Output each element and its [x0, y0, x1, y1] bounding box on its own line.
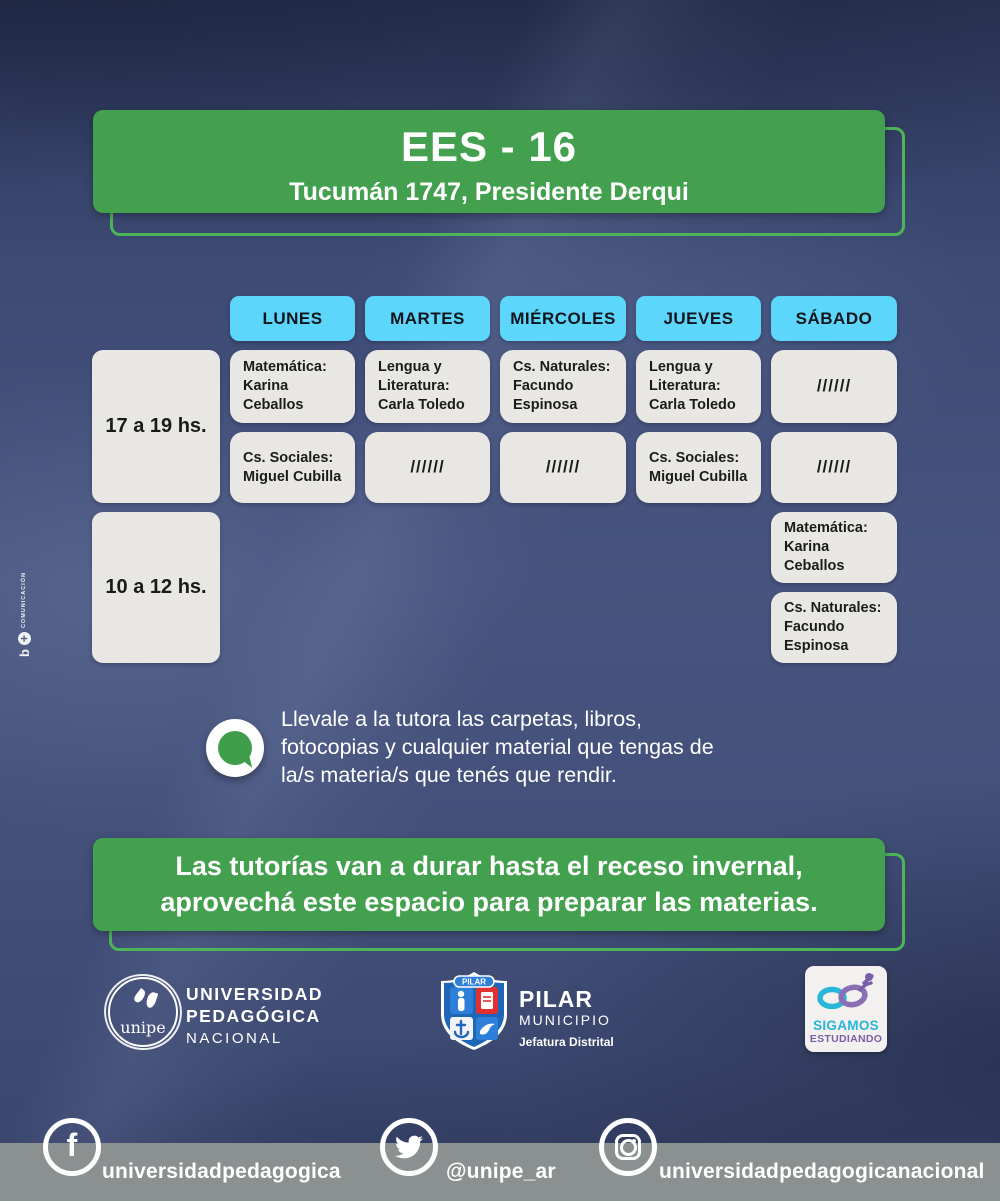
- twitter-handle: @unipe_ar: [446, 1160, 556, 1183]
- pilar-wordmark: [519, 987, 614, 1049]
- note-icon-badge: [206, 719, 264, 777]
- day-header-lunes: LUNES: [230, 296, 355, 341]
- watermark-logo-letter: b: [16, 649, 32, 657]
- unipe-line3: NACIONAL: [186, 1029, 283, 1047]
- pilar-municipio: MUNICIPIO: [519, 1012, 611, 1029]
- pilar-name: PILAR: [519, 986, 593, 1012]
- unipe-leaf-icon: [145, 991, 159, 1009]
- facebook-f-glyph: f: [66, 1127, 78, 1163]
- twitter-bird-glyph: [395, 1133, 423, 1161]
- pilar-shield-logo: [437, 969, 511, 1058]
- cell-sabado-1719-a: //////: [771, 350, 897, 423]
- schedule-table: [92, 296, 897, 663]
- speech-bubble-icon: [218, 731, 252, 765]
- cell-jueves-1719-a: Lengua y Literatura: Carla Toledo: [636, 350, 761, 423]
- cell-martes-1719-b: //////: [365, 432, 490, 503]
- header-box: [93, 110, 885, 213]
- time-slot-17-19: 17 a 19 hs.: [92, 350, 220, 503]
- instagram-icon: [599, 1118, 657, 1176]
- day-header-miercoles: MIÉRCOLES: [500, 296, 626, 341]
- cell-lunes-1719-b: Cs. Sociales: Miguel Cubilla: [230, 432, 355, 503]
- cell-lunes-1719-a: Matemática: Karina Ceballos: [230, 350, 355, 423]
- unipe-logo-word: unipe: [120, 1018, 166, 1037]
- watermark-label: COMUNICACIÓN: [21, 572, 27, 629]
- unipe-line1: UNIVERSIDAD: [186, 984, 324, 1004]
- note-text: Llevale a la tutora las carpetas, libros, fotocopias y cualquier material que tengas de la/s materia/s que tenés que rendir.: [281, 707, 714, 787]
- sigamos-estudiando-logo: [805, 966, 887, 1052]
- instagram-camera-glyph: [615, 1134, 641, 1160]
- pilar-shield-icon: [437, 969, 511, 1053]
- unipe-logo: [108, 977, 178, 1047]
- day-header-jueves: JUEVES: [636, 296, 761, 341]
- facebook-handle: universidadpedagogica: [102, 1160, 341, 1183]
- school-address: Tucumán 1747, Presidente Derqui: [289, 178, 689, 206]
- watermark-logo-icon: ✛: [18, 632, 31, 645]
- time-slot-10-12: 10 a 12 hs.: [92, 512, 220, 663]
- unipe-leaf-icon: [133, 988, 148, 1004]
- day-header-martes: MARTES: [365, 296, 490, 341]
- cell-miercoles-1719-b: //////: [500, 432, 626, 503]
- instagram-dot: [632, 1139, 636, 1143]
- unipe-line2: PEDAGÓGICA: [186, 1005, 321, 1026]
- sigamos-line2: ESTUDIANDO: [809, 1033, 883, 1045]
- side-watermark: [13, 565, 35, 657]
- cell-martes-1719-a: Lengua y Literatura: Carla Toledo: [365, 350, 490, 423]
- sigamos-line1: SIGAMOS: [813, 1018, 879, 1033]
- pilar-jefatura: Jefatura Distrital: [519, 1034, 614, 1049]
- cell-miercoles-1719-a: Cs. Naturales: Facundo Espinosa: [500, 350, 626, 423]
- banner-text: Las tutorías van a durar hasta el receso invernal, aprovechá este espacio para preparar las materias.: [160, 850, 818, 917]
- cell-sabado-1012-b: Cs. Naturales: Facundo Espinosa: [771, 592, 897, 663]
- infinity-figure-icon: [810, 970, 882, 1012]
- facebook-icon: [43, 1118, 101, 1176]
- pilar-banner-text: PILAR: [462, 977, 486, 987]
- cell-jueves-1719-b: Cs. Sociales: Miguel Cubilla: [636, 432, 761, 503]
- day-header-sabado: SÁBADO: [771, 296, 897, 341]
- school-title: EES - 16: [400, 123, 578, 170]
- instagram-handle: universidadpedagogicanacional: [659, 1160, 985, 1183]
- twitter-icon: [380, 1118, 438, 1176]
- banner-box: [93, 838, 885, 931]
- unipe-wordmark: [186, 984, 323, 1049]
- cell-sabado-1012-a: Matemática: Karina Ceballos: [771, 512, 897, 583]
- cell-sabado-1719-b: //////: [771, 432, 897, 503]
